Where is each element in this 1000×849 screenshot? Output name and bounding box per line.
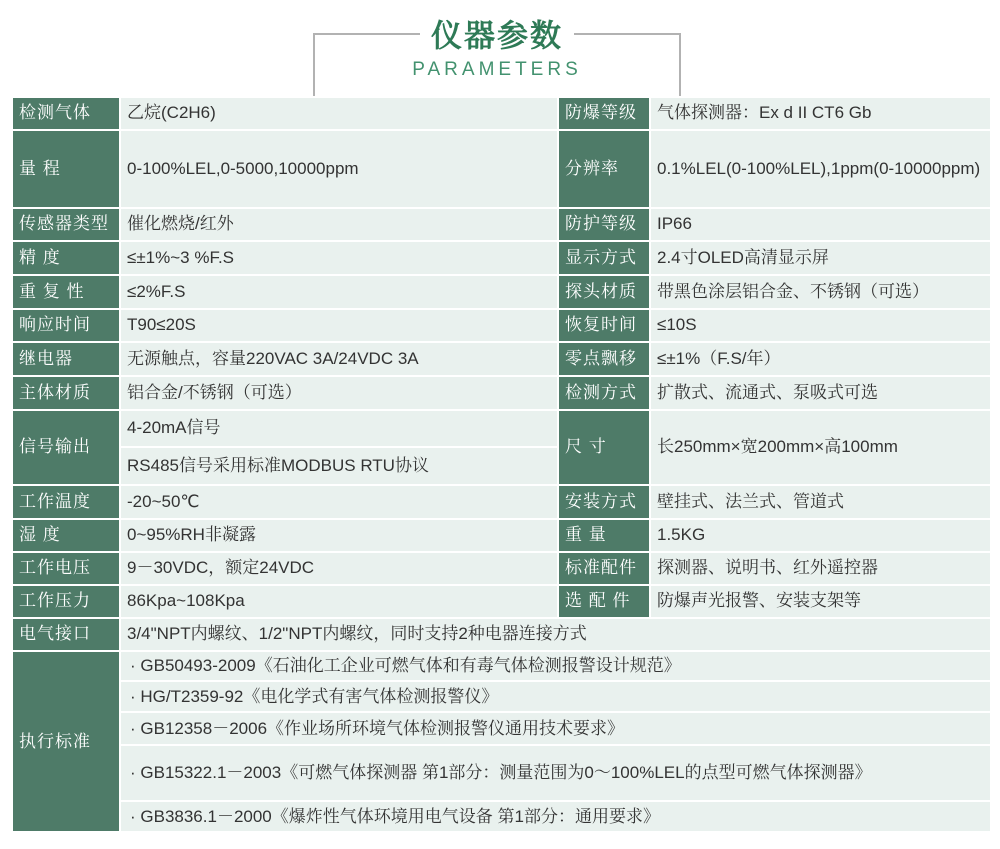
spec-value-relay: 无源触点，容量220VAC 3A/24VDC 3A	[121, 343, 557, 375]
spec-label-weight: 重 量	[559, 520, 649, 551]
spec-label-relay: 继电器	[13, 343, 119, 375]
standards-item: · GB50493-2009《石油化工企业可燃气体和有毒气体检测报警设计规范》	[121, 652, 990, 680]
standards-item: · GB15322.1－2003《可燃气体探测器 第1部分：测量范围为0～100%LEL的点型可燃气体探测器》	[121, 746, 990, 800]
table-row	[13, 586, 990, 617]
spec-value-opt-accessories: 防爆声光报警、安装支架等	[651, 586, 990, 617]
table-row	[13, 276, 990, 308]
spec-value-range: 0-100%LEL,0-5000,10000ppm	[121, 131, 557, 207]
spec-value-repeatability: ≤2%F.S	[121, 276, 557, 308]
spec-label-response-time: 响应时间	[13, 310, 119, 341]
spec-label-recovery-time: 恢复时间	[559, 310, 649, 341]
spec-label-electrical-interface: 电气接口	[13, 619, 119, 650]
table-row	[13, 746, 990, 800]
spec-value-response-time: T90≤20S	[121, 310, 557, 341]
spec-value-sensor-type: 催化燃烧/红外	[121, 209, 557, 240]
table-row	[13, 713, 990, 744]
table-row	[13, 553, 990, 584]
parameters-header-box	[313, 18, 681, 96]
table-row	[13, 652, 990, 680]
spec-label-range: 量 程	[13, 131, 119, 207]
spec-value-explosion-class: 气体探测器：Ex d II CT6 Gb	[651, 98, 990, 129]
spec-label-accuracy: 精 度	[13, 242, 119, 274]
table-row	[13, 131, 990, 207]
spec-value-signal-output-1: 4-20mA信号	[121, 411, 557, 446]
spec-label-opt-accessories: 选 配 件	[559, 586, 649, 617]
table-row	[13, 486, 990, 518]
spec-value-work-temp: -20~50℃	[121, 486, 557, 518]
page-title: 仪器参数	[420, 11, 574, 56]
spec-value-mounting: 壁挂式、法兰式、管道式	[651, 486, 990, 518]
spec-value-humidity: 0~95%RH非凝露	[121, 520, 557, 551]
spec-label-standards: 执行标准	[13, 652, 119, 831]
spec-label-humidity: 湿 度	[13, 520, 119, 551]
spec-value-std-accessories: 探测器、说明书、红外遥控器	[651, 553, 990, 584]
spec-label-signal-output: 信号输出	[13, 411, 119, 484]
table-row	[13, 377, 990, 409]
table-row	[13, 619, 990, 650]
standards-item: · GB12358－2006《作业场所环境气体检测报警仪通用技术要求》	[121, 713, 990, 744]
spec-value-dimensions: 长250mm×宽200mm×高100mm	[651, 411, 990, 484]
spec-value-electrical-interface: 3/4"NPT内螺纹、1/2"NPT内螺纹，同时支持2种电器连接方式	[121, 619, 990, 650]
spec-value-weight: 1.5KG	[651, 520, 990, 551]
table-row	[13, 520, 990, 551]
table-row	[13, 98, 990, 129]
spec-label-resolution: 分辨率	[559, 131, 649, 207]
spec-label-body-material: 主体材质	[13, 377, 119, 409]
spec-label-repeatability: 重 复 性	[13, 276, 119, 308]
table-row	[13, 310, 990, 341]
spec-value-resolution: 0.1%LEL(0-100%LEL),1ppm(0-10000ppm)	[651, 131, 990, 207]
spec-label-probe-material: 探头材质	[559, 276, 649, 308]
spec-value-pressure: 86Kpa~108Kpa	[121, 586, 557, 617]
table-row	[13, 242, 990, 274]
spec-value-gas: 乙烷(C2H6)	[121, 98, 557, 129]
standards-item: · GB3836.1－2000《爆炸性气体环境用电气设备 第1部分：通用要求》	[121, 802, 990, 831]
standards-item: · HG/T2359-92《电化学式有害气体检测报警仪》	[121, 682, 990, 711]
spec-label-dimensions: 尺 寸	[559, 411, 649, 484]
spec-label-explosion-class: 防爆等级	[559, 98, 649, 129]
spec-value-zero-drift: ≤±1%（F.S/年）	[651, 343, 990, 375]
spec-label-work-temp: 工作温度	[13, 486, 119, 518]
spec-label-display: 显示方式	[559, 242, 649, 274]
spec-label-gas: 检测气体	[13, 98, 119, 129]
spec-label-voltage: 工作电压	[13, 553, 119, 584]
spec-label-pressure: 工作压力	[13, 586, 119, 617]
spec-value-accuracy: ≤±1%~3 %F.S	[121, 242, 557, 274]
spec-value-detection-mode: 扩散式、流通式、泵吸式可选	[651, 377, 990, 409]
spec-value-signal-output-2: RS485信号采用标准MODBUS RTU协议	[121, 448, 557, 484]
spec-label-protection-class: 防护等级	[559, 209, 649, 240]
spec-value-protection-class: IP66	[651, 209, 990, 240]
table-row	[13, 411, 990, 446]
spec-label-sensor-type: 传感器类型	[13, 209, 119, 240]
spec-label-zero-drift: 零点飘移	[559, 343, 649, 375]
spec-value-display: 2.4寸OLED高清显示屏	[651, 242, 990, 274]
table-row	[13, 343, 990, 375]
spec-value-voltage: 9－30VDC，额定24VDC	[121, 553, 557, 584]
page-subtitle: PARAMETERS	[412, 59, 582, 80]
spec-table	[11, 96, 992, 833]
spec-value-body-material: 铝合金/不锈钢（可选）	[121, 377, 557, 409]
table-row	[13, 802, 990, 831]
spec-value-recovery-time: ≤10S	[651, 310, 990, 341]
table-row	[13, 209, 990, 240]
table-row	[13, 682, 990, 711]
spec-label-std-accessories: 标准配件	[559, 553, 649, 584]
spec-value-probe-material: 带黑色涂层铝合金、不锈钢（可选）	[651, 276, 990, 308]
spec-label-mounting: 安装方式	[559, 486, 649, 518]
spec-label-detection-mode: 检测方式	[559, 377, 649, 409]
